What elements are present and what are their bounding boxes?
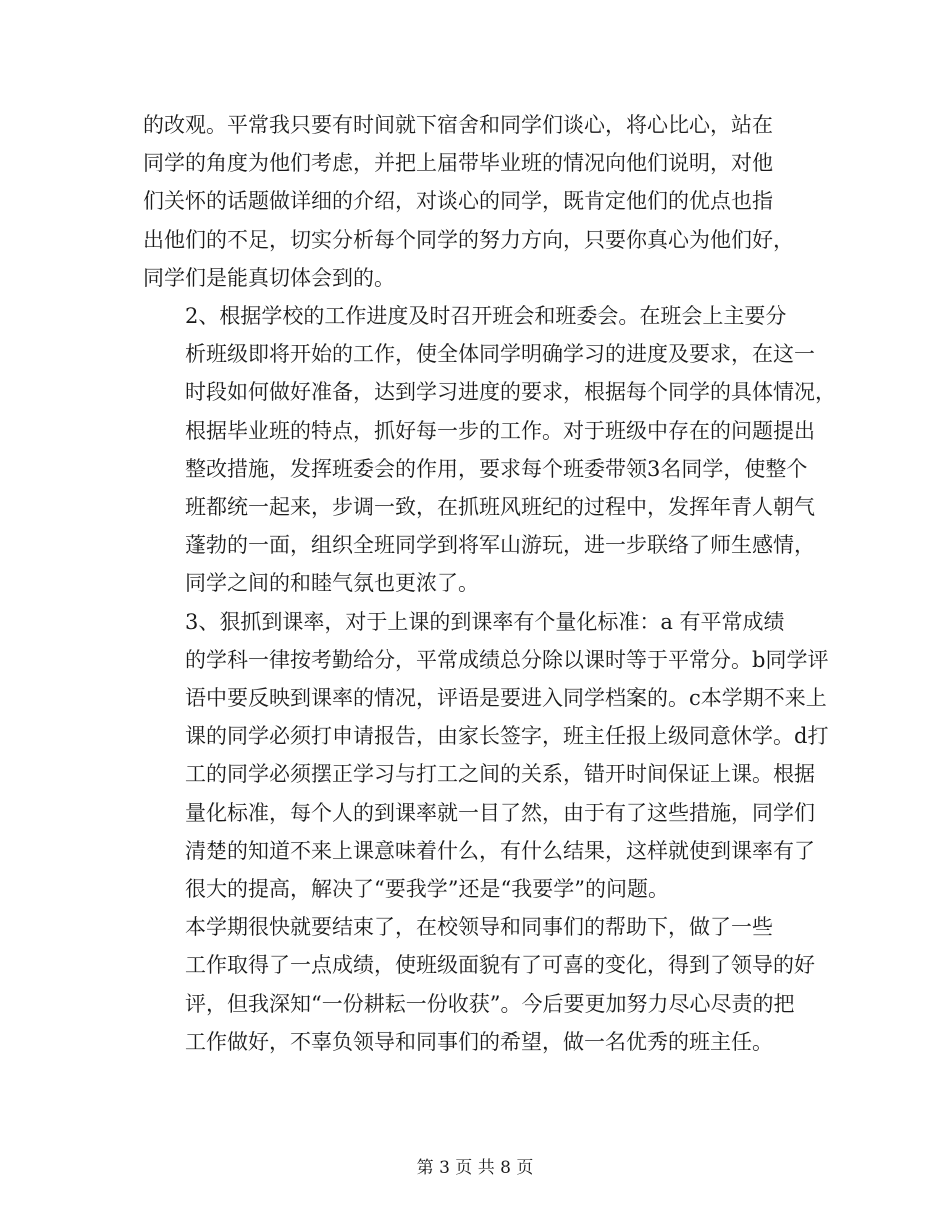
paragraph-1	[143, 106, 808, 297]
paragraph-line: 3、狠抓到课率，对于上课的到课率有个量化标准：a 有平常成绩	[185, 609, 785, 634]
paragraph-line: 出他们的不足，切实分析每个同学的努力方向，只要你真心为他们好，	[143, 227, 794, 252]
paragraph-line: 量化标准，每个人的到课率就一目了然，由于有了这些措施，同学们	[185, 800, 815, 825]
paragraph-line: 评，但我深知“一份耕耘一份收获”。今后要更加努力尽心尽责的把	[185, 991, 795, 1016]
paragraph-line: 的改观。平常我只要有时间就下宿舍和同学们谈心，将心比心，站在	[143, 113, 773, 137]
paragraph-line: 同学的角度为他们考虑，并把上届带毕业班的情况向他们说明，对他	[143, 151, 773, 176]
paragraph-line: 同学之间的和睦气氛也更浓了。	[185, 571, 479, 596]
paragraph-line: 工的同学必须摆正学习与打工之间的关系，错开时间保证上课。根据	[185, 762, 815, 787]
page-number-footer: 第 3 页 共 8 页	[416, 1158, 534, 1178]
paragraph-line: 时段如何做好准备，达到学习进度的要求，根据每个同学的具体情况，	[185, 380, 836, 405]
paragraph-line: 整改措施，发挥班委会的作用，要求每个班委带领3名同学，使整个	[185, 456, 808, 481]
paragraph-line: 清楚的知道不来上课意味着什么，有什么结果，这样就使到课率有了	[185, 838, 815, 863]
paragraph-line: 语中要反映到课率的情况，评语是要进入同学档案的。c本学期不来上	[185, 686, 827, 711]
paragraph-line: 课的同学必须打申请报告，由家长签字，班主任报上级同意休学。d打	[185, 724, 829, 749]
paragraph-line: 的学科一律按考勤给分，平常成绩总分除以课时等于平常分。b同学评	[185, 647, 829, 672]
paragraph-2	[143, 297, 836, 603]
paragraph-line: 工作取得了一点成绩，使班级面貌有了可喜的变化，得到了领导的好	[185, 953, 815, 978]
paragraph-line: 根据毕业班的特点，抓好每一步的工作。对于班级中存在的问题提出	[185, 418, 815, 443]
paragraph-4	[143, 908, 815, 1061]
paragraph-line: 同学们是能真切体会到的。	[143, 265, 395, 290]
paragraph-line: 蓬勃的一面，组织全班同学到将军山游玩，进一步联络了师生感情，	[185, 533, 815, 558]
paragraph-line: 们关怀的话题做详细的介绍，对谈心的同学，既肯定他们的优点也指	[143, 189, 773, 214]
paragraph-line: 析班级即将开始的工作，使全体同学明确学习的进度及要求，在这一	[185, 342, 815, 367]
paragraph-line: 本学期很快就要结束了，在校领导和同事们的帮助下，做了一些	[185, 915, 773, 940]
paragraph-line: 很大的提高，解决了“要我学”还是“我要学”的问题。	[185, 877, 669, 902]
document-body	[143, 106, 836, 1061]
paragraph-line: 班都统一起来，步调一致，在抓班风班纪的过程中，发挥年青人朝气	[185, 495, 815, 520]
paragraph-3	[143, 603, 829, 909]
paragraph-line: 2、根据学校的工作进度及时召开班会和班委会。在班会上主要分	[185, 304, 787, 329]
paragraph-line: 工作做好，不辜负领导和同事们的希望，做一名优秀的班主任。	[185, 1029, 773, 1054]
